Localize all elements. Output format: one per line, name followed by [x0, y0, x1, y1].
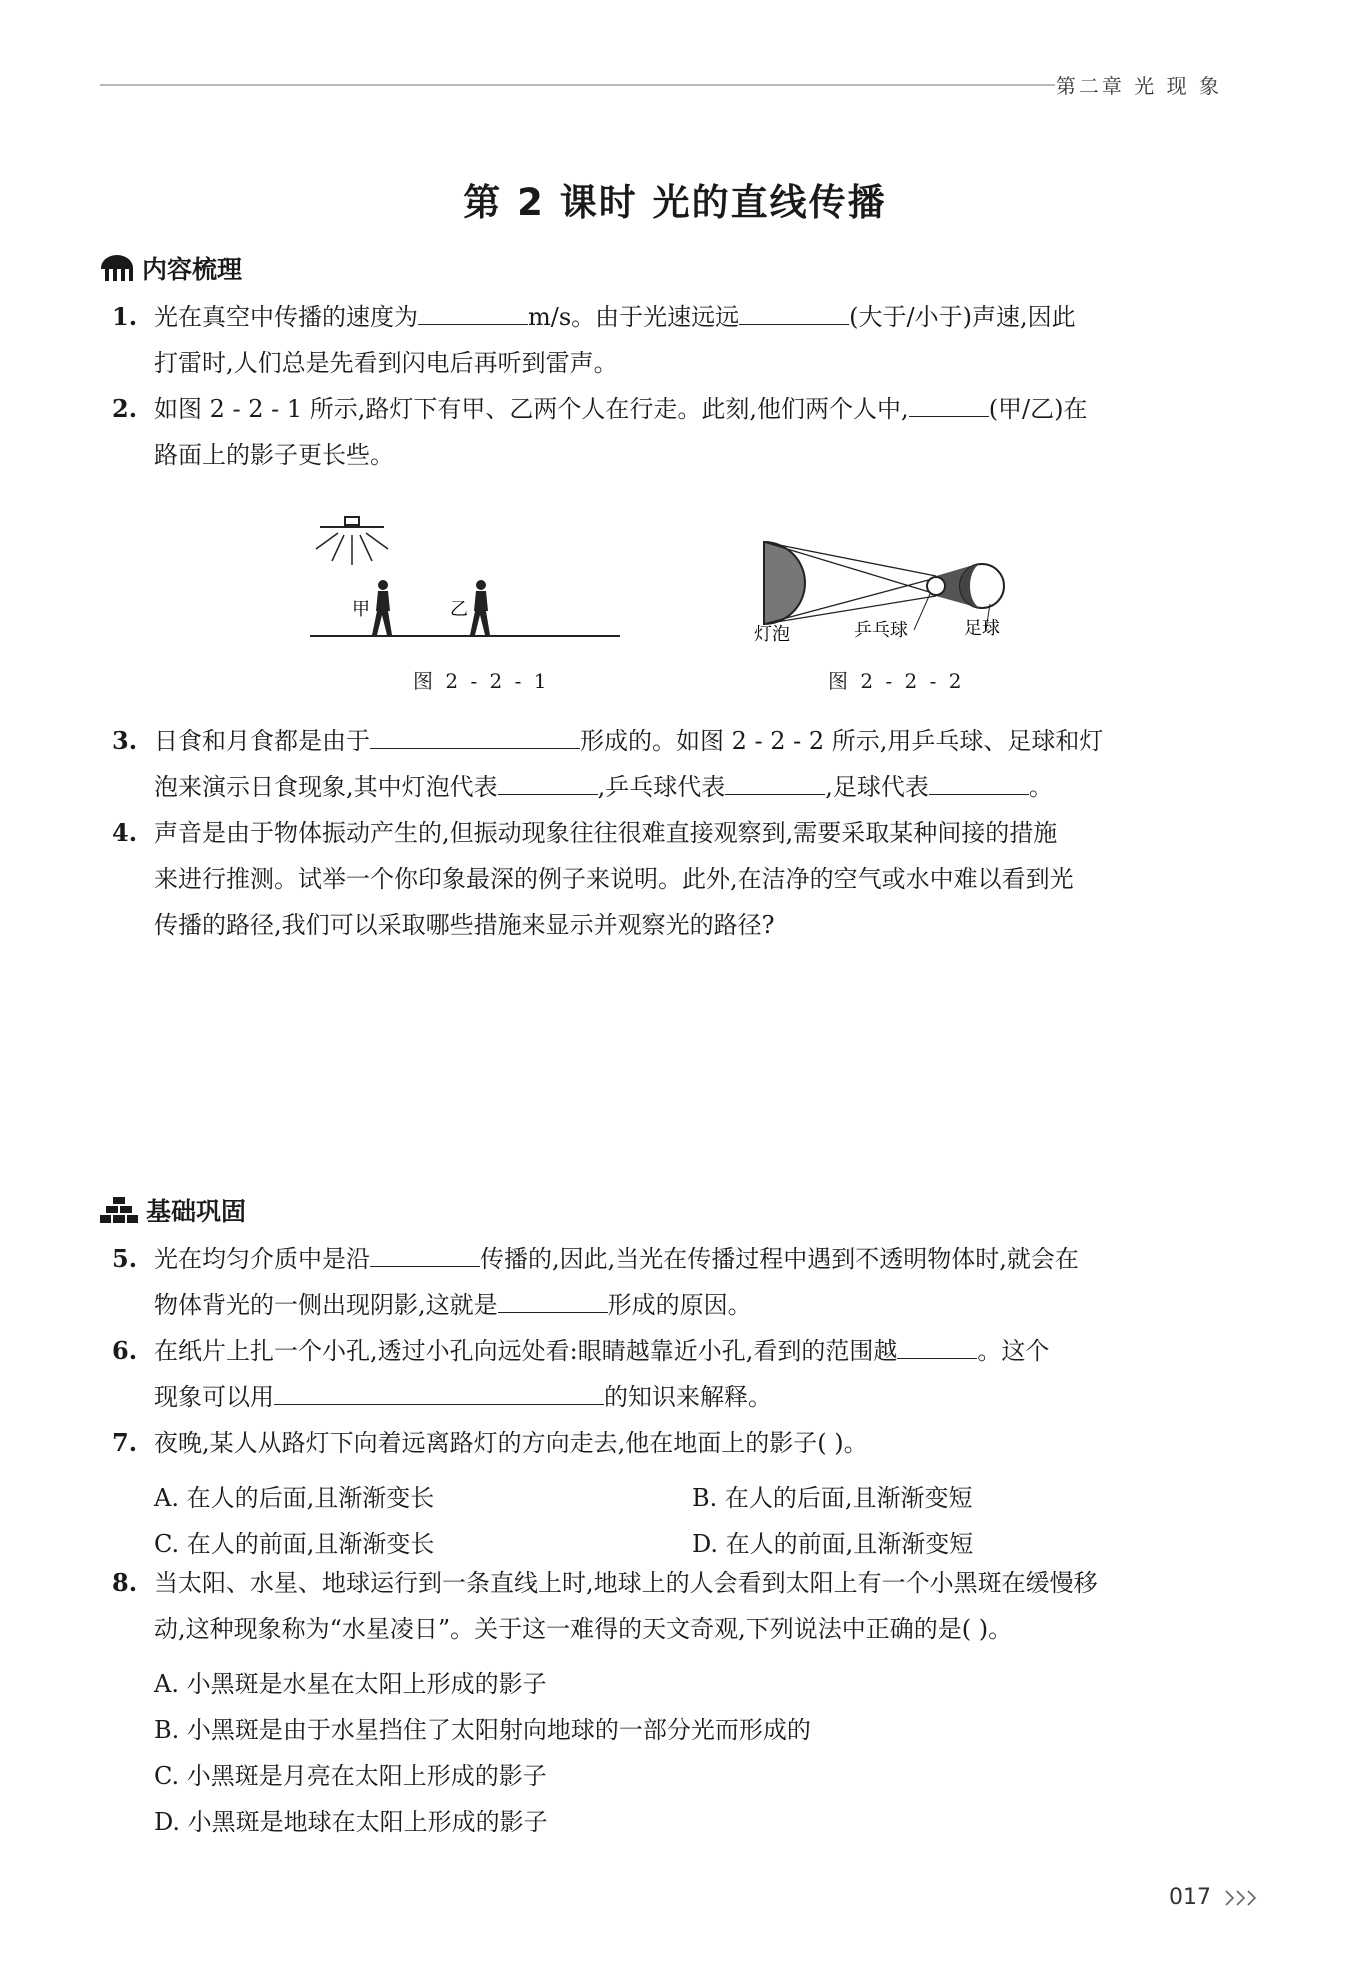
label-bulb: 灯泡	[754, 624, 790, 645]
label-jia: 甲	[352, 599, 370, 620]
q8-option-c[interactable]: C. 小黑斑是月亮在太阳上形成的影子	[154, 1762, 547, 1790]
answer-blank[interactable]	[897, 1332, 977, 1359]
q7-option-c[interactable]: C. 在人的前面,且渐渐变长	[154, 1530, 435, 1558]
question-1: 1. 光在真空中传播的速度为 m/s。由于光速远远 (大于/小于)声速,因此 打雷时,人们总是先看到闪电后再听到雷声。	[112, 294, 1222, 386]
question-7: 7. 夜晚,某人从路灯下向着远离路灯的方向走去,他在地面上的影子( )。	[112, 1428, 868, 1457]
question-3: 3. 日食和月食都是由于 形成的。如图 2 - 2 - 2 所示,用乒乓球、足球和灯 泡来演示日食现象,其中灯泡代表 ,乒乓球代表 ,足球代表 。	[112, 718, 1222, 810]
question-8: 8. 当太阳、水星、地球运行到一条直线上时,地球上的人会看到太阳上有一个小黑斑在缓慢移 动,这种现象称为“水星凌日”。关于这一难得的天文奇观,下列说法中正确的是( )。	[112, 1568, 1098, 1643]
page-title: 第 2 课时 光的直线传播	[463, 181, 887, 224]
pyramid-icon	[100, 1196, 138, 1224]
q7-option-a[interactable]: A. 在人的后面,且渐渐变长	[154, 1484, 435, 1512]
q8-option-a[interactable]: A. 小黑斑是水星在太阳上形成的影子	[154, 1670, 547, 1698]
label-yi: 乙	[450, 599, 468, 620]
q7-option-d[interactable]: D. 在人的前面,且渐渐变短	[692, 1530, 974, 1558]
answer-blank[interactable]	[370, 1240, 480, 1267]
question-4: 4. 声音是由于物体振动产生的,但振动现象往往很难直接观察到,需要采取某种间接的措施 来进行推测。试举一个你印象最深的例子来说明。此外,在洁净的空气或水中难以看到光 传播的路径,我们可以采取哪些措施来显示并观察光的路径?	[112, 818, 1074, 939]
q7-option-b[interactable]: B. 在人的后面,且渐渐变短	[692, 1484, 973, 1512]
chevrons-icon	[1224, 1889, 1260, 1907]
answer-blank[interactable]	[725, 768, 825, 795]
arch-icon	[100, 254, 134, 282]
label-pingpong: 乒乓球	[854, 620, 908, 641]
header-rule	[100, 84, 1055, 86]
q8-option-b[interactable]: B. 小黑斑是由于水星挡住了太阳射向地球的一部分光而形成的	[154, 1716, 811, 1744]
figure-street-lamp	[300, 505, 640, 655]
q8-option-d[interactable]: D. 小黑斑是地球在太阳上形成的影子	[154, 1808, 548, 1836]
caption-fig1: 图 2 - 2 - 1	[413, 669, 550, 693]
chapter-header: 第二章 光 现 象	[1055, 74, 1222, 98]
answer-blank[interactable]	[274, 1378, 604, 1405]
question-2: 2. 如图 2 - 2 - 1 所示,路灯下有甲、乙两个人在行走。此刻,他们两个人中, (甲/乙)在 路面上的影子更长些。	[112, 386, 1222, 478]
section-heading-basics: 基础巩固	[100, 1192, 246, 1228]
section-heading-content: 内容梳理	[100, 250, 242, 286]
answer-blank[interactable]	[909, 390, 989, 417]
answer-blank[interactable]	[498, 1286, 608, 1313]
question-5: 5. 光在均匀介质中是沿 传播的,因此,当光在传播过程中遇到不透明物体时,就会在 物体背光的一侧出现阴影,这就是 形成的原因。	[112, 1236, 1222, 1328]
label-football: 足球	[964, 618, 1000, 639]
answer-blank[interactable]	[418, 298, 528, 325]
answer-blank[interactable]	[929, 768, 1029, 795]
answer-blank[interactable]	[739, 298, 849, 325]
question-6: 6. 在纸片上扎一个小孔,透过小孔向远处看:眼睛越靠近小孔,看到的范围越 。这个 现象可以用 的知识来解释。	[112, 1328, 1222, 1420]
answer-blank[interactable]	[370, 722, 580, 749]
caption-fig2: 图 2 - 2 - 2	[828, 669, 965, 693]
answer-blank[interactable]	[498, 768, 598, 795]
page-number: 017	[1169, 1885, 1260, 1910]
figure-eclipse-demo	[750, 530, 1030, 650]
